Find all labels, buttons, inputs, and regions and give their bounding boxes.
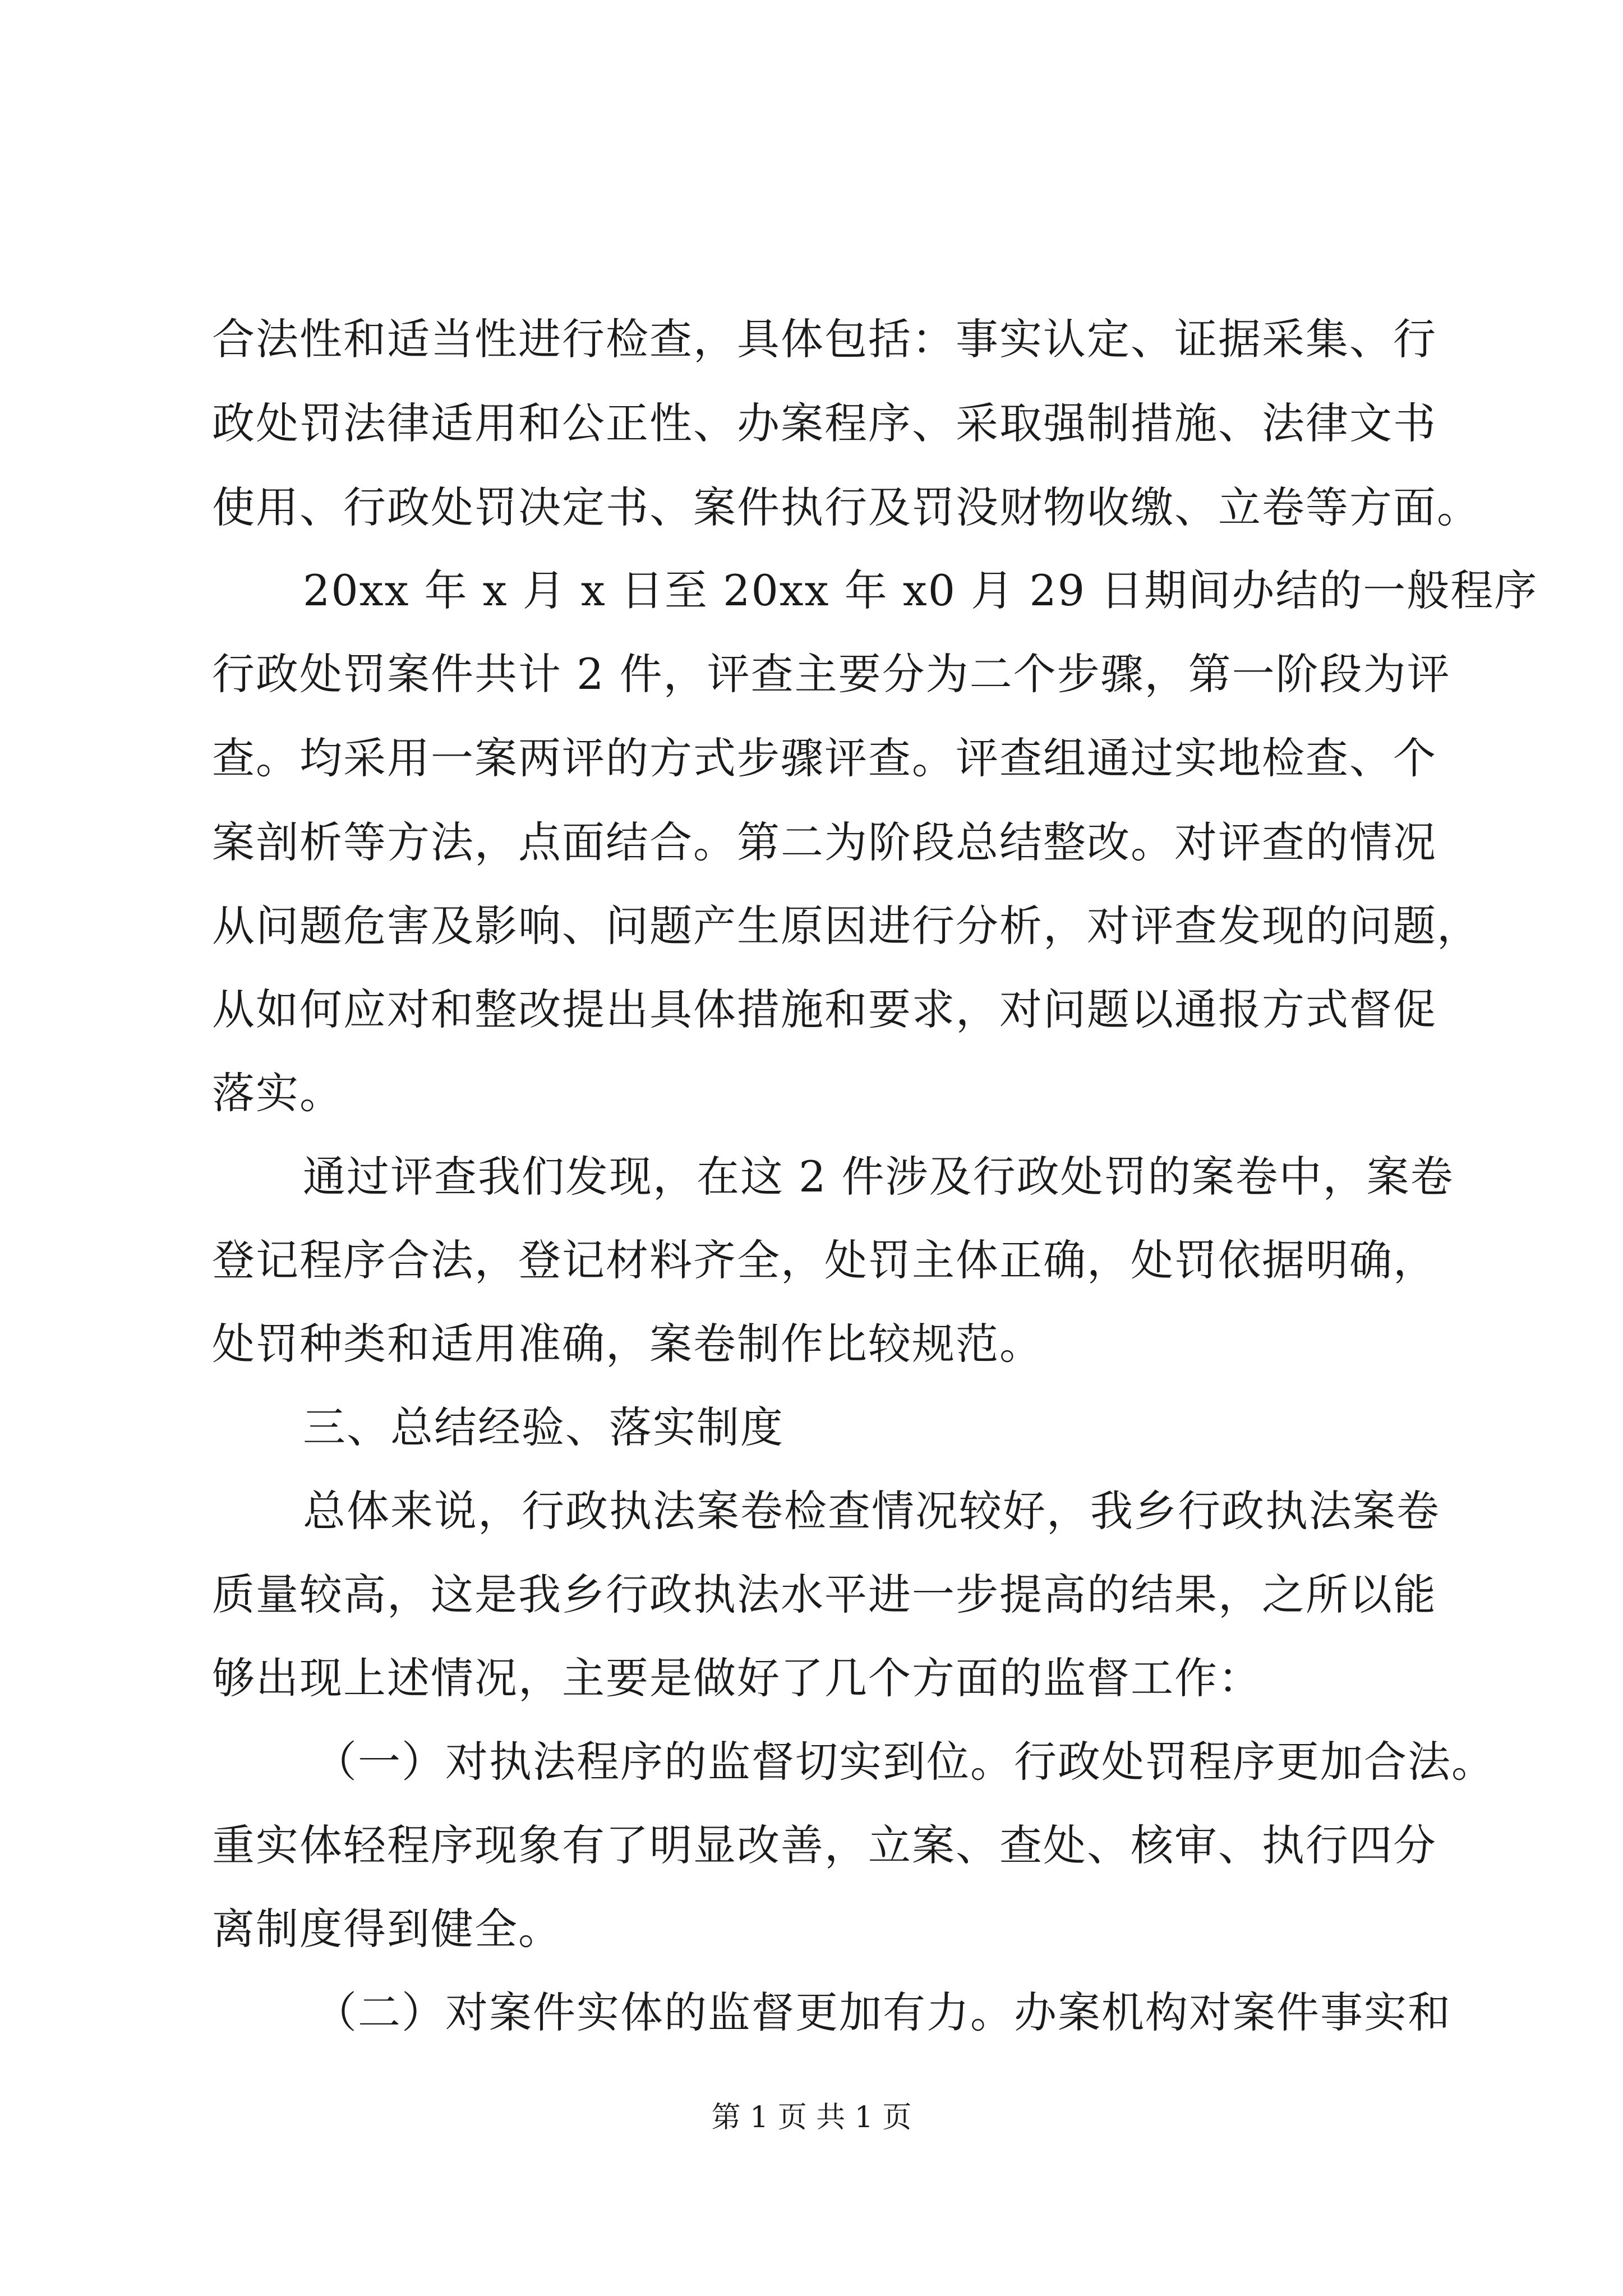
paragraph-line: （二）对案件实体的监督更加有力。办案机构对案件事实和: [314, 1987, 1451, 2037]
paragraph-line: 登记程序合法，登记材料齐全，处罚主体正确，处罚依据明确，: [212, 1235, 1437, 1285]
paragraph-line: 离制度得到健全。: [212, 1904, 562, 1954]
paragraph-line: 重实体轻程序现象有了明显改善，立案、查处、核审、执行四分: [212, 1820, 1437, 1870]
paragraph-line: 政处罚法律适用和公正性、办案程序、采取强制措施、法律文书: [212, 398, 1437, 448]
paragraph-line: 从问题危害及影响、问题产生原因进行分析，对评查发现的问题，: [212, 901, 1481, 951]
paragraph-line: 从如何应对和整改提出具体措施和要求，对问题以通报方式督促: [212, 984, 1437, 1034]
paragraph-line: 处罚种类和适用准确，案卷制作比较规范。: [212, 1319, 1043, 1369]
paragraph-line: 合法性和适当性进行检查，具体包括：事实认定、证据采集、行: [212, 314, 1437, 364]
paragraph-line: 案剖析等方法，点面结合。第二为阶段总结整改。对评查的情况: [212, 817, 1437, 867]
paragraph-line: 查。均采用一案两评的方式步骤评查。评查组通过实地检查、个: [212, 733, 1437, 783]
paragraph-line: 行政处罚案件共计 2 件，评查主要分为二个步骤，第一阶段为评: [212, 649, 1451, 699]
paragraph-line: 20xx 年 x 月 x 日至 20xx 年 x0 月 29 日期间办结的一般程序: [303, 565, 1538, 615]
paragraph-line: 总体来说，行政执法案卷检查情况较好，我乡行政执法案卷: [303, 1486, 1440, 1536]
section-heading: 三、总结经验、落实制度: [303, 1402, 784, 1452]
page-number-footer: 第 1 页 共 1 页: [711, 2101, 912, 2134]
paragraph-line: 通过评查我们发现，在这 2 件涉及行政处罚的案卷中，案卷: [303, 1152, 1454, 1202]
paragraph-line: 质量较高，这是我乡行政执法水平进一步提高的结果，之所以能: [212, 1570, 1437, 1619]
paragraph-line: 落实。: [212, 1068, 343, 1118]
paragraph-line: （一）对执法程序的监督切实到位。行政处罚程序更加合法。: [314, 1737, 1495, 1787]
paragraph-line: 使用、行政处罚决定书、案件执行及罚没财物收缴、立卷等方面。: [212, 482, 1481, 532]
paragraph-line: 够出现上述情况，主要是做好了几个方面的监督工作：: [212, 1653, 1262, 1703]
